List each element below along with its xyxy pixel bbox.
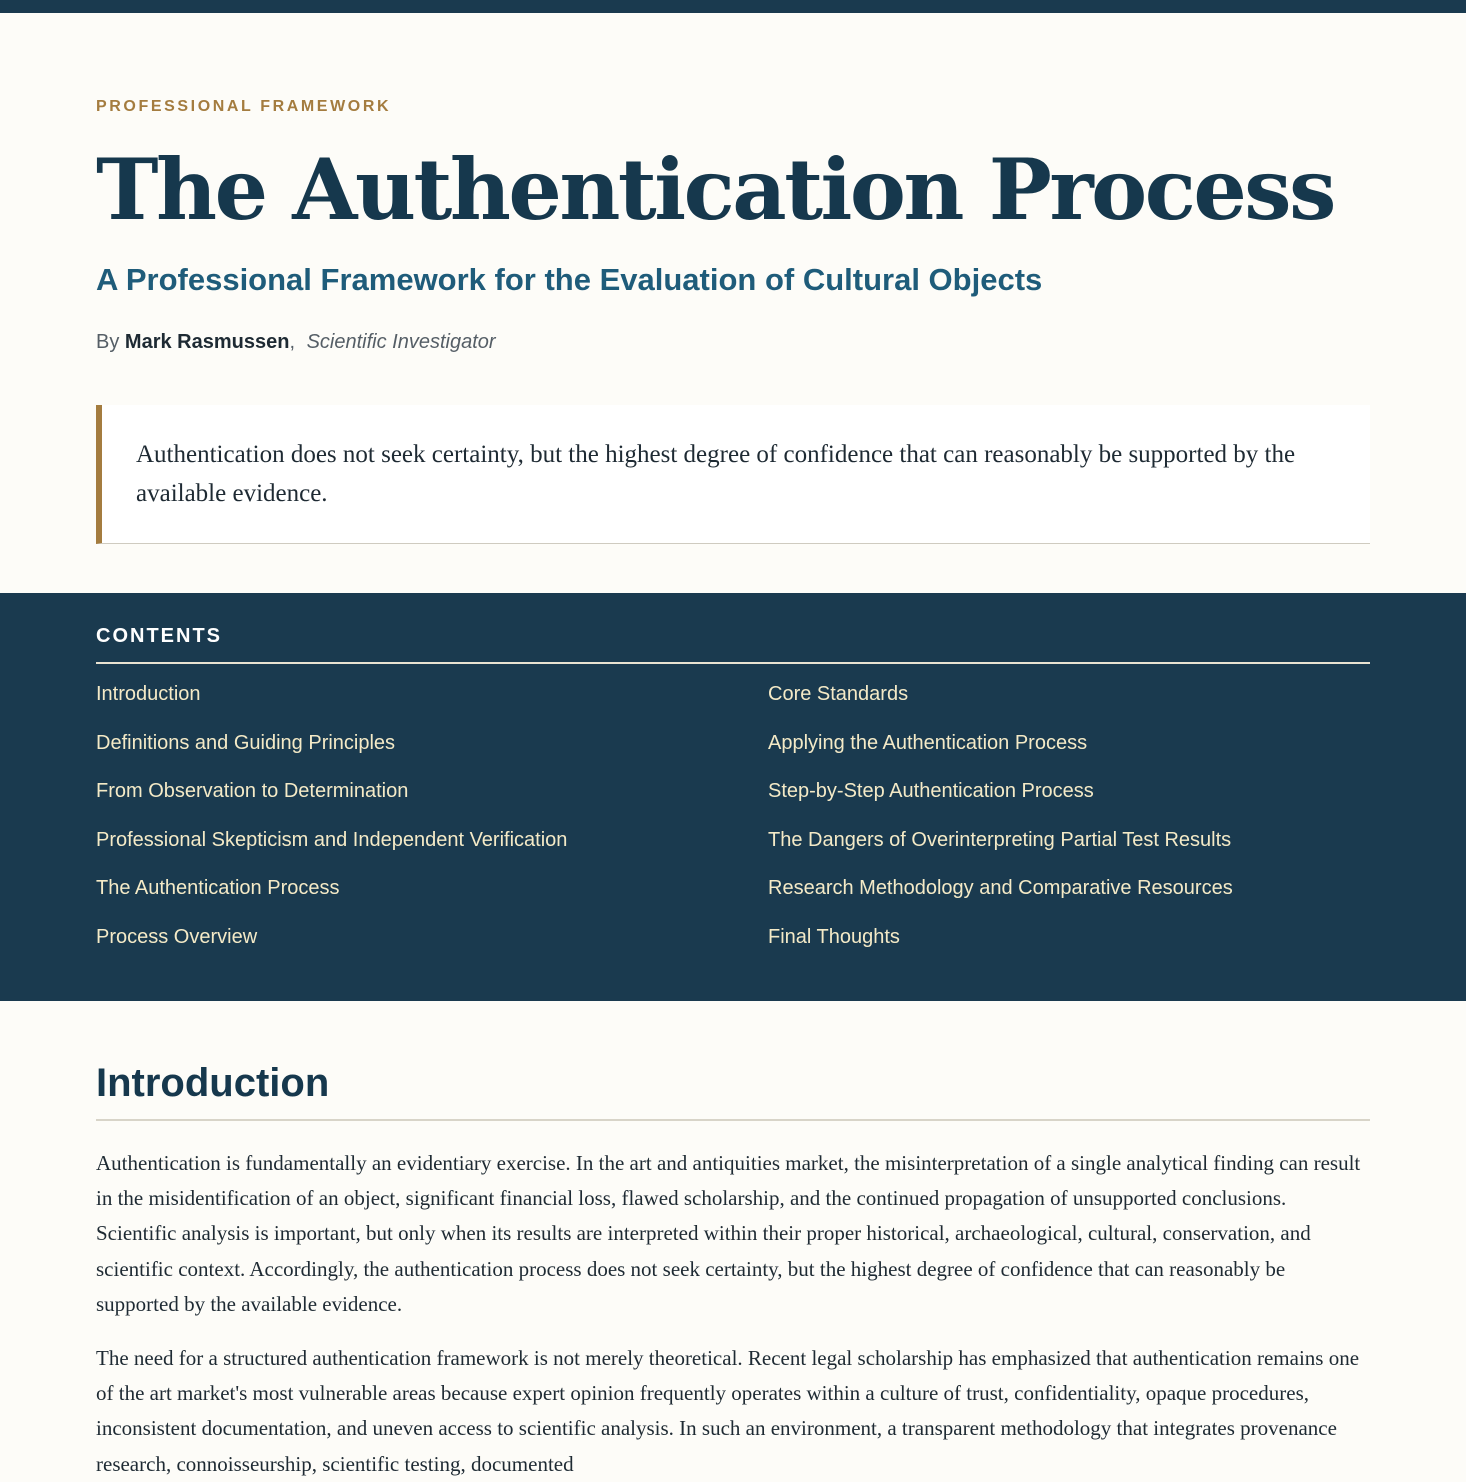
author-role: Scientific Investigator [306,331,496,353]
toc-link-definitions[interactable]: Definitions and Guiding Principles [96,731,396,754]
toc-link-authentication-process[interactable]: The Authentication Process [96,877,340,900]
eyebrow-label: PROFESSIONAL FRAMEWORK [96,98,392,115]
toc-link-core-standards[interactable]: Core Standards [768,683,909,705]
section-heading: Introduction [96,1061,330,1105]
toc-link-research-methodology[interactable]: Research Methodology and Comparative Resources [768,877,1233,900]
byline-separator: , [289,331,295,353]
toc-list [96,675,1370,967]
toc-link-observation-to-determination[interactable]: From Observation to Determination [96,780,409,803]
toc-link-applying-process[interactable]: Applying the Authentication Process [768,731,1088,754]
byline [96,328,1370,356]
page-subtitle: A Professional Framework for the Evaluation of Cultural Objects [96,262,1043,297]
pull-quote: Authentication does not seek certainty, but the highest degree of confidence that can reasonably be supported by the available evidence. [96,405,1370,544]
contents-divider [96,662,1370,664]
contents-title: CONTENTS [96,625,222,647]
toc-link-professional-skepticism[interactable]: Professional Skepticism and Independent Verification [96,828,568,851]
body-paragraph: The need for a structured authentication framework is not merely theoretical. Recent legal scholarship has emphasized that authentication remains one of the art market's most vulnerable areas because expert opinion frequently operates within a culture of trust, confidentiality, opaque procedures, inconsistent documentation, and uneven access to scientific analysis. In such an environment, a transparent methodology that integrates provenance research, connoisseurship, scientific testing, documented [96,1346,1360,1476]
article-header [0,13,1466,593]
toc-link-introduction[interactable]: Introduction [96,683,201,705]
author-name: Mark Rasmussen [124,331,290,353]
page-title: The Authentication Process [96,140,1334,239]
toc-link-dangers-overinterpreting[interactable]: The Dangers of Overinterpreting Partial Test Results [768,828,1232,851]
main-content [0,1001,1466,1482]
toc-link-final-thoughts[interactable]: Final Thoughts [768,925,900,948]
byline-prefix: By [96,331,120,353]
toc-link-step-by-step[interactable]: Step-by-Step Authentication Process [768,780,1094,803]
toc-link-process-overview[interactable]: Process Overview [96,925,258,948]
section-divider [96,1119,1370,1121]
top-accent-bar [0,0,1466,13]
table-of-contents [0,593,1466,1001]
introduction-section [96,1057,1370,1482]
body-paragraph: Authentication is fundamentally an evidentiary exercise. In the art and antiquities market, the misinterpretation of a single analytical finding can result in the misidentification of an object, significant financial loss, flawed scholarship, and the continued propagation of unsupported conclusions. Scientific analysis is important, but only when its results are interpreted within their proper historical, archaeological, cultural, conservation, and scientific context. Accordingly, the authentication process does not seek certainty, but the highest degree of confidence that can reasonably be supported by the available evidence. [96,1151,1361,1316]
